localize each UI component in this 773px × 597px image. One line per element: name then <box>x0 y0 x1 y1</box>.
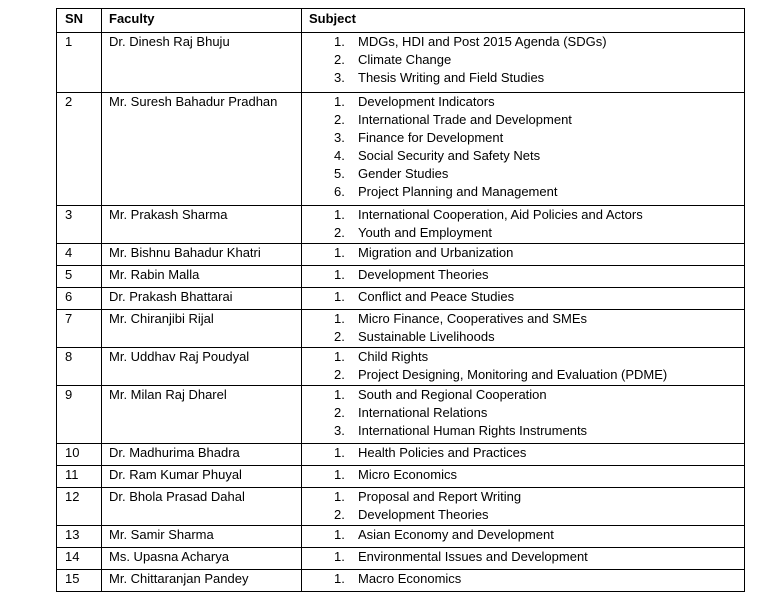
subject-number: 1. <box>334 289 345 304</box>
table-row <box>57 570 745 592</box>
subject-item <box>328 444 744 462</box>
row-faculty: Dr. Ram Kumar Phuyal <box>102 466 302 488</box>
table-row <box>57 444 745 466</box>
row-faculty: Mr. Chiranjibi Rijal <box>102 310 302 348</box>
subject-number: 1. <box>334 445 345 460</box>
header-sn: SN <box>57 9 102 33</box>
subject-item <box>328 69 744 87</box>
subject-item <box>328 288 744 306</box>
subject-text: International Cooperation, Aid Policies and Actors <box>358 207 643 222</box>
row-sn: 9 <box>57 386 102 444</box>
subject-number: 1. <box>334 549 345 564</box>
subject-number: 1. <box>334 527 345 542</box>
subject-list <box>302 466 744 484</box>
subject-item <box>328 348 744 366</box>
subject-item <box>328 404 744 422</box>
subject-number: 6. <box>334 184 345 199</box>
row-subjects <box>302 488 745 526</box>
subject-item <box>328 129 744 147</box>
subject-item <box>328 310 744 328</box>
row-subjects <box>302 466 745 488</box>
subject-item <box>328 93 744 111</box>
subject-list <box>302 548 744 566</box>
row-subjects <box>302 310 745 348</box>
subject-number: 2. <box>334 52 345 67</box>
subject-item <box>328 165 744 183</box>
subject-number: 1. <box>334 349 345 364</box>
row-subjects <box>302 526 745 548</box>
row-faculty: Mr. Rabin Malla <box>102 266 302 288</box>
subject-text: Health Policies and Practices <box>358 445 527 460</box>
subject-list <box>302 348 744 384</box>
subject-item <box>328 570 744 588</box>
row-faculty: Mr. Samir Sharma <box>102 526 302 548</box>
subject-list <box>302 310 744 346</box>
table-row <box>57 386 745 444</box>
row-subjects <box>302 206 745 244</box>
row-faculty: Ms. Upasna Acharya <box>102 548 302 570</box>
table-row <box>57 93 745 206</box>
row-faculty: Dr. Bhola Prasad Dahal <box>102 488 302 526</box>
subject-item <box>328 266 744 284</box>
row-subjects <box>302 548 745 570</box>
subject-text: Project Designing, Monitoring and Evaluation (PDME) <box>358 367 668 382</box>
subject-item <box>328 33 744 51</box>
subject-text: Child Rights <box>358 349 429 364</box>
subject-number: 3. <box>334 70 345 85</box>
subject-item <box>328 328 744 346</box>
subject-item <box>328 488 744 506</box>
subject-number: 1. <box>334 245 345 260</box>
subject-text: South and Regional Cooperation <box>358 387 547 402</box>
subject-number: 1. <box>334 489 345 504</box>
subject-text: Climate Change <box>358 52 452 67</box>
subject-list <box>302 266 744 284</box>
subject-number: 4. <box>334 148 345 163</box>
row-sn: 12 <box>57 488 102 526</box>
subject-text: International Relations <box>358 405 488 420</box>
subject-text: Project Planning and Management <box>358 184 558 199</box>
row-sn: 6 <box>57 288 102 310</box>
row-faculty: Dr. Dinesh Raj Bhuju <box>102 33 302 93</box>
subject-text: Environmental Issues and Development <box>358 549 588 564</box>
faculty-subject-table <box>56 8 745 592</box>
row-faculty: Mr. Bishnu Bahadur Khatri <box>102 244 302 266</box>
subject-text: International Trade and Development <box>358 112 572 127</box>
subject-list <box>302 488 744 524</box>
subject-item <box>328 366 744 384</box>
subject-text: Migration and Urbanization <box>358 245 514 260</box>
subject-text: Conflict and Peace Studies <box>358 289 515 304</box>
subject-list <box>302 570 744 588</box>
table-row <box>57 244 745 266</box>
header-faculty: Faculty <box>102 9 302 33</box>
row-subjects <box>302 33 745 93</box>
row-sn: 10 <box>57 444 102 466</box>
row-subjects <box>302 93 745 206</box>
subject-list <box>302 206 744 242</box>
subject-text: Development Theories <box>358 267 489 282</box>
table-row <box>57 488 745 526</box>
subject-item <box>328 506 744 524</box>
row-subjects <box>302 266 745 288</box>
subject-text: International Human Rights Instruments <box>358 423 588 438</box>
subject-item <box>328 224 744 242</box>
subject-item <box>328 111 744 129</box>
row-faculty: Mr. Milan Raj Dharel <box>102 386 302 444</box>
subject-text: Macro Economics <box>358 571 462 586</box>
subject-number: 1. <box>334 207 345 222</box>
subject-text: Sustainable Livelihoods <box>358 329 495 344</box>
subject-list <box>302 526 744 544</box>
table-row <box>57 310 745 348</box>
subject-list <box>302 244 744 262</box>
subject-number: 1. <box>334 467 345 482</box>
row-subjects <box>302 444 745 466</box>
row-faculty: Mr. Chittaranjan Pandey <box>102 570 302 592</box>
subject-item <box>328 422 744 440</box>
table-row <box>57 288 745 310</box>
row-sn: 14 <box>57 548 102 570</box>
subject-text: Development Theories <box>358 507 489 522</box>
subject-number: 2. <box>334 405 345 420</box>
subject-text: Finance for Development <box>358 130 504 145</box>
subject-number: 3. <box>334 130 345 145</box>
row-sn: 15 <box>57 570 102 592</box>
table-body <box>57 33 745 592</box>
row-faculty: Mr. Suresh Bahadur Pradhan <box>102 93 302 206</box>
subject-number: 1. <box>334 34 345 49</box>
subject-text: Gender Studies <box>358 166 449 181</box>
subject-number: 5. <box>334 166 345 181</box>
row-faculty: Mr. Prakash Sharma <box>102 206 302 244</box>
table-row <box>57 466 745 488</box>
subject-number: 3. <box>334 423 345 438</box>
subject-item <box>328 183 744 201</box>
table-row <box>57 33 745 93</box>
row-sn: 4 <box>57 244 102 266</box>
subject-text: Youth and Employment <box>358 225 492 240</box>
subject-item <box>328 548 744 566</box>
row-sn: 3 <box>57 206 102 244</box>
row-subjects <box>302 570 745 592</box>
row-faculty: Dr. Madhurima Bhadra <box>102 444 302 466</box>
table-row <box>57 266 745 288</box>
row-sn: 7 <box>57 310 102 348</box>
subject-list <box>302 444 744 462</box>
row-faculty: Mr. Uddhav Raj Poudyal <box>102 348 302 386</box>
row-sn: 2 <box>57 93 102 206</box>
subject-number: 2. <box>334 367 345 382</box>
subject-number: 2. <box>334 112 345 127</box>
header-subject: Subject <box>302 9 745 33</box>
subject-list <box>302 288 744 306</box>
row-subjects <box>302 244 745 266</box>
subject-text: Development Indicators <box>358 94 495 109</box>
subject-number: 1. <box>334 267 345 282</box>
subject-number: 1. <box>334 94 345 109</box>
table-row <box>57 526 745 548</box>
subject-number: 2. <box>334 225 345 240</box>
row-subjects <box>302 288 745 310</box>
row-sn: 5 <box>57 266 102 288</box>
subject-item <box>328 147 744 165</box>
subject-number: 2. <box>334 507 345 522</box>
subject-list <box>302 33 744 87</box>
subject-number: 2. <box>334 329 345 344</box>
subject-item <box>328 466 744 484</box>
subject-number: 1. <box>334 571 345 586</box>
subject-item <box>328 51 744 69</box>
subject-item <box>328 206 744 224</box>
table-row <box>57 206 745 244</box>
subject-item <box>328 526 744 544</box>
row-sn: 11 <box>57 466 102 488</box>
subject-text: MDGs, HDI and Post 2015 Agenda (SDGs) <box>358 34 607 49</box>
row-sn: 8 <box>57 348 102 386</box>
subject-text: Social Security and Safety Nets <box>358 148 541 163</box>
subject-text: Micro Finance, Cooperatives and SMEs <box>358 311 588 326</box>
subject-number: 1. <box>334 387 345 402</box>
subject-list <box>302 386 744 440</box>
row-faculty: Dr. Prakash Bhattarai <box>102 288 302 310</box>
row-subjects <box>302 386 745 444</box>
table-header-row <box>57 9 745 33</box>
subject-item <box>328 386 744 404</box>
table-row <box>57 548 745 570</box>
subject-number: 1. <box>334 311 345 326</box>
row-sn: 1 <box>57 33 102 93</box>
subject-item <box>328 244 744 262</box>
subject-list <box>302 93 744 201</box>
subject-text: Thesis Writing and Field Studies <box>358 70 545 85</box>
subject-text: Micro Economics <box>358 467 457 482</box>
row-sn: 13 <box>57 526 102 548</box>
subject-text: Proposal and Report Writing <box>358 489 522 504</box>
table-row <box>57 348 745 386</box>
row-subjects <box>302 348 745 386</box>
subject-text: Asian Economy and Development <box>358 527 554 542</box>
